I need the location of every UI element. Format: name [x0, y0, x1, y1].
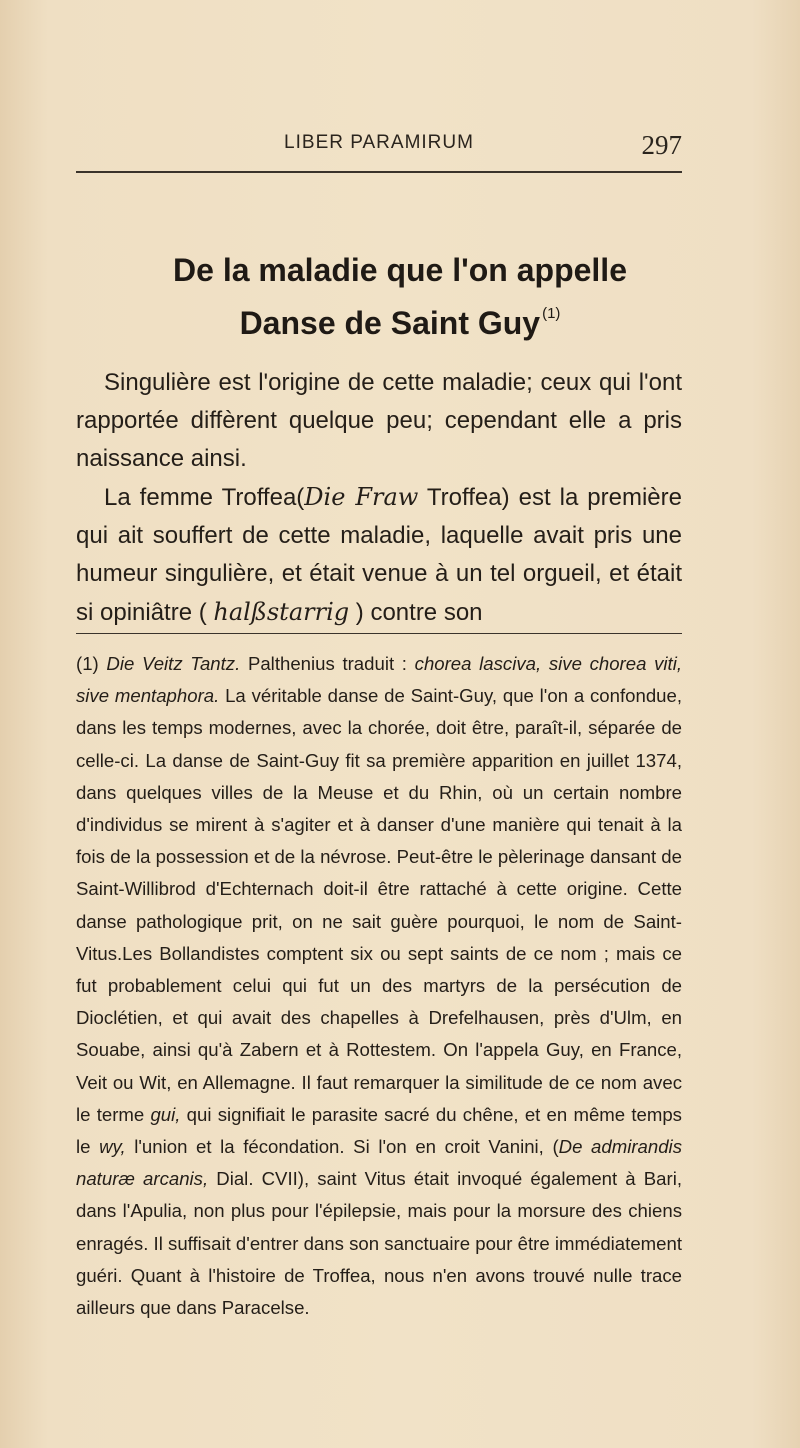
- footnote-text-7: wy,: [99, 1136, 126, 1158]
- page-header: [76, 132, 682, 172]
- footnote-text-1: Die Veitz Tantz.: [106, 653, 241, 674]
- footnote-text-9: De admirandis naturæ arcanis,: [76, 1136, 682, 1190]
- running-title: LIBER PARAMIRUM: [284, 132, 474, 153]
- footnote-text-2: Palthenius traduit :: [240, 653, 415, 674]
- footnote-marker: (1): [76, 653, 107, 674]
- body-text: [76, 364, 682, 632]
- footnote: [76, 648, 682, 1324]
- paragraph-1: Singulière est l'origine de cette maladie; ceux qui l'ont rapportée diffèrent quelque peu; cependant elle a pris naissance ainsi.: [76, 369, 682, 472]
- header-rule: [76, 171, 682, 173]
- page-number: 297: [641, 130, 682, 160]
- chapter-title-line-2-text: Danse de Saint Guy: [239, 305, 541, 341]
- footnote-text-10: Dial. CVII), saint Vitus était invoqué également à Bari, dans l'Apulia, non plus pour l'épilepsie, mais pour la morsure des chiens enragés. Il suffisait d'entrer dans son sanctuaire pour être immédiatement guéri. Quant à l'histoire de Troffea, nous n'en avons trouvé nulle trace ailleurs que dans Paracelse.: [76, 1168, 682, 1319]
- chapter-title-line-1: De la maladie que l'on appelle: [173, 252, 627, 288]
- footnote-text-8: l'union et la fécondation. Si l'on en croit Vanini, (: [125, 1136, 559, 1158]
- footnote-text-5: gui,: [150, 1103, 181, 1125]
- footnote-reference: (1): [542, 305, 561, 322]
- footnote-text-4: La véritable danse de Saint-Guy, que l'on a confondue, dans les temps modernes, avec la chorée, doit être, paraît-il, séparée de celle-ci. La danse de Saint-Guy fit sa première apparition en juillet 1374, dans quelques villes de la Meuse et du Rhin, où un certain nombre d'individus se mirent à s'agiter et à danser d'une manière qui tenait à la fois de la possession et de la névrose. Peut-être le pèlerinage dansant de Saint-Willibrod d'Echternach doit-il être rattaché à cette origine. Cette danse pathologique prit, on ne sait guère pourquoi, le nom de Saint-Vitus.Les Bollandistes comptent six ou sept saints de ce nom ; mais ce fut probablement celui qui fut un des martyrs de la persécution de Dioclétien, et qui avait des chapelles à Drefelhausen, près d'Ulm, en Souabe, ainsi qu'à Zabern et à Rottestem. On l'appela Guy, en France, Veit ou Wit, en Allemagne. Il faut remarquer la similitude de ce nom avec le terme: [76, 685, 683, 1125]
- chapter-title-line-2: [60, 292, 740, 345]
- paragraph-2-part-c: ) contre son: [349, 599, 483, 626]
- paragraph-2-part-b: Troffea) est la première qui ait souffert de cette maladie, laquelle avait pris une humeur singulière, et était venue à un tel orgueil, et était si opiniâtre (: [76, 484, 682, 626]
- footnote-text: [76, 648, 682, 1324]
- german-gloss-halsstarrig: halßstarrig: [213, 598, 350, 626]
- footnote-rule: [76, 633, 682, 634]
- paragraph-2: [76, 478, 682, 632]
- footnote-text-3: chorea lasciva, sive chorea viti, sive mentaphora.: [76, 653, 683, 707]
- footnote-text-6: qui signifiait le parasite sacré du chêne, et en même temps le: [76, 1103, 682, 1158]
- german-gloss-die-fraw: Die Fraw: [304, 483, 419, 511]
- chapter-title: [60, 248, 740, 345]
- paragraph-2-part-a: La femme Troffea(: [104, 484, 305, 511]
